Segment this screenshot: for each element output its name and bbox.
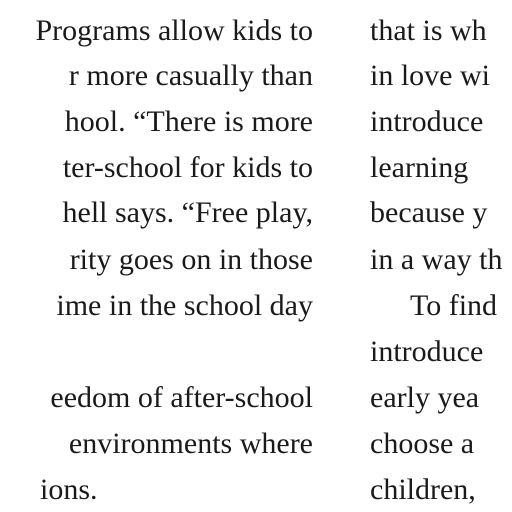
right-line-10: choose a [370,427,475,460]
right-line-3: introduce [370,105,484,138]
left-line-6: rity goes on in those [69,243,313,276]
left-line-11: ions. [40,473,98,506]
left-line-7: ime in the school day [56,289,313,322]
right-line-11: children, [370,473,476,506]
left-line-4: ter-school for kids to [62,151,313,184]
left-line-10: environments where [68,427,313,460]
left-line-9: eedom of after-school [50,381,313,414]
right-text-column [370,0,512,512]
left-line-5: hell says. “Free play, [62,196,313,229]
right-line-5: because y [370,196,488,229]
right-line-6: in a way th [370,243,503,276]
right-line-4: learning [370,151,469,184]
left-line-3: hool. “There is more [64,105,313,138]
right-line-2: in love wi [370,59,490,92]
left-line-1: Programs allow kids to [35,14,313,47]
right-line-1: that is wh [370,14,487,47]
right-line-8: introduce [370,335,484,368]
left-line-2: r more casually than [68,59,313,92]
right-line-9: early yea [370,381,480,414]
right-line-7: To find [410,289,498,322]
